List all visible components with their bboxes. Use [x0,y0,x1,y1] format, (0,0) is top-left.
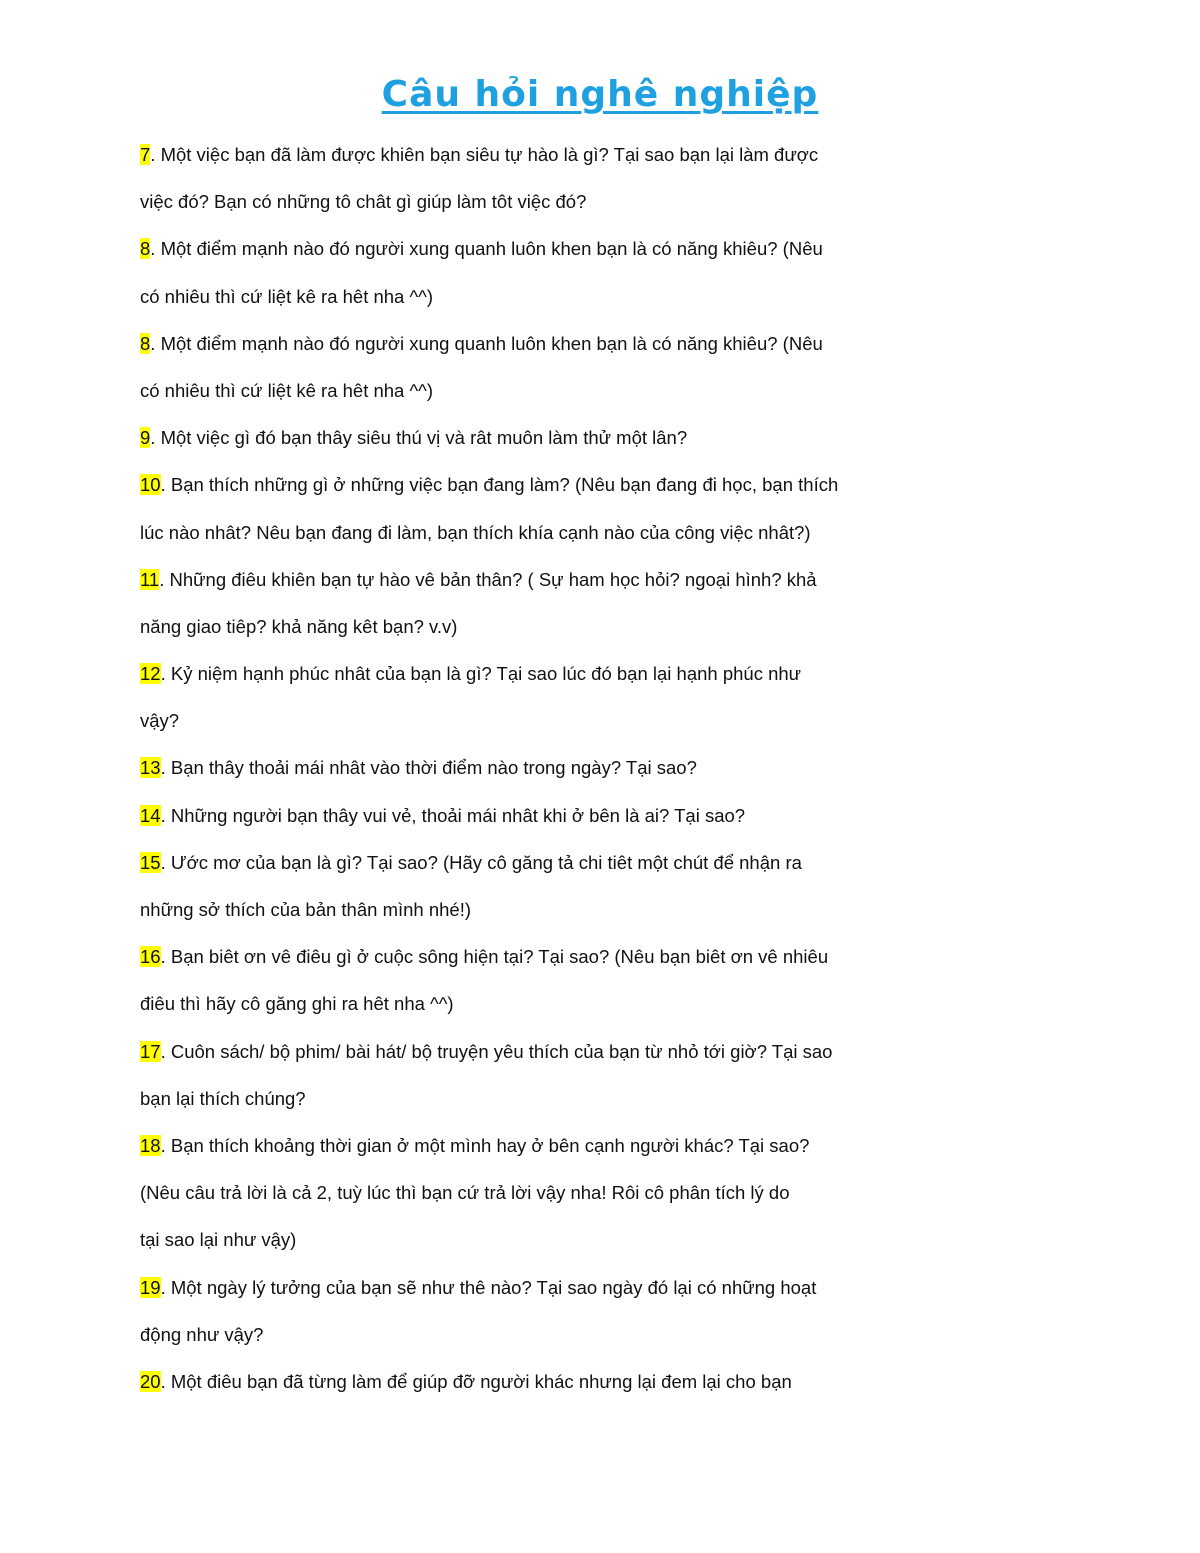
question-continuation-line [140,367,900,414]
question-number-dot: . [160,663,171,685]
question-number-dot: . [160,946,171,968]
question-text: lúc nào nhât? Nêu bạn đang đi làm, bạn thích khía cạnh nào của công việc nhât?) [140,521,811,543]
question-text: có nhiêu thì cứ liệt kê ra hêt nha ^^) [140,379,434,401]
question-number-dot: . [159,568,170,590]
question-line [140,131,900,178]
page-title: Câu hỏi nghê nghiệp [381,74,819,115]
question-continuation-line [140,178,900,225]
question-line [140,839,900,886]
question-text: Ước mơ của bạn là gì? Tại sao? (Hãy cô găng tả chi tiêt một chút để nhận ra [170,851,802,873]
question-continuation-line [140,1216,900,1263]
question-line [140,414,900,461]
question-continuation-line [140,273,900,320]
question-text: vậy? [140,710,180,732]
question-text: Bạn thích khoảng thời gian ở một mình hay ở bên cạnh người khác? Tại sao? [170,1134,810,1156]
question-text: Một điểm mạnh nào đó người xung quanh luôn khen bạn là có năng khiêu? (Nêu [160,332,823,354]
question-number-dot: . [160,1040,171,1062]
question-line [140,650,900,697]
question-line [140,1028,900,1075]
question-number-dot: . [160,474,171,496]
question-continuation-line [140,1075,900,1122]
question-text: Bạn biêt ơn vê điêu gì ở cuộc sông hiện tại? Tại sao? (Nêu bạn biêt ơn vê nhiêu [170,946,829,968]
question-text: Bạn thây thoải mái nhât vào thời điểm nào trong ngày? Tại sao? [170,757,697,779]
question-continuation-line [140,603,900,650]
question-number: 15 [140,851,161,873]
question-number: 8 [140,332,151,354]
question-continuation-line [140,886,900,933]
question-text: Một việc gì đó bạn thây siêu thú vị và rât muôn làm thử một lân? [160,427,688,449]
question-number-dot: . [160,804,171,826]
question-number: 9 [140,427,151,449]
question-line [140,1122,900,1169]
question-text: Bạn thích những gì ở những việc bạn đang làm? (Nêu bạn đang đi học, bạn thích [170,474,839,496]
question-number-dot: . [160,1134,171,1156]
question-continuation-line [140,1169,900,1216]
question-line [140,1358,900,1405]
question-line [140,556,900,603]
question-number: 7 [140,144,151,165]
question-continuation-line [140,980,900,1027]
question-text: Những điêu khiên bạn tự hào vê bản thân? ( Sự ham học hỏi? ngoại hình? khả [169,568,817,590]
question-text: có nhiêu thì cứ liệt kê ra hêt nha ^^) [140,285,434,307]
question-text: động như vậy? [140,1323,264,1345]
question-number: 16 [140,946,161,968]
question-line [140,461,900,508]
question-line [140,744,900,791]
question-text: việc đó? Bạn có những tô chât gì giúp làm tôt việc đó? [140,191,587,213]
question-line [140,225,900,272]
question-text: Một điêu bạn đã từng làm để giúp đỡ người khác nhưng lại đem lại cho bạn [170,1370,792,1392]
question-number: 12 [140,663,161,685]
question-number: 17 [140,1040,161,1062]
question-line [140,933,900,980]
question-number-dot: . [160,1276,171,1298]
question-number-dot: . [160,851,171,873]
question-continuation-line [140,697,900,744]
question-text: những sở thích của bản thân mình nhé!) [140,899,472,920]
question-line [140,1264,900,1311]
question-text: Cuôn sách/ bộ phim/ bài hát/ bộ truyện yêu thích của bạn từ nhỏ tới giờ? Tại sao [170,1040,833,1062]
question-continuation-line [140,509,900,556]
question-number-dot: . [150,427,161,449]
question-text: Một việc bạn đã làm được khiên bạn siêu tự hào là gì? Tại sao bạn lại làm được [160,144,819,165]
question-text: điêu thì hãy cô găng ghi ra hêt nha ^^) [140,993,454,1015]
question-line [140,792,900,839]
question-number-dot: . [150,332,161,354]
question-text: năng giao tiêp? khả năng kêt bạn? v.v) [140,615,458,637]
question-number: 18 [140,1134,161,1156]
question-number: 20 [140,1370,161,1392]
question-number: 13 [140,757,161,779]
question-number-dot: . [160,757,171,779]
question-number-dot: . [160,1370,171,1392]
question-number: 19 [140,1276,161,1298]
question-list [140,131,900,1405]
question-text: tại sao lại như vậy) [140,1229,297,1251]
question-text: bạn lại thích chúng? [140,1087,306,1109]
question-text: Một điểm mạnh nào đó người xung quanh luôn khen bạn là có năng khiêu? (Nêu [160,238,823,260]
question-continuation-line [140,1311,900,1358]
question-number: 8 [140,238,151,260]
question-number: 10 [140,474,161,496]
question-text: Những người bạn thây vui vẻ, thoải mái nhât khi ở bên là ai? Tại sao? [170,804,746,826]
question-text: Kỷ niệm hạnh phúc nhât của bạn là gì? Tại sao lúc đó bạn lại hạnh phúc như [170,663,802,685]
question-text: (Nêu câu trả lời là cả 2, tuỳ lúc thì bạn cứ trả lời vậy nha! Rôi cô phân tích lý do [140,1182,790,1204]
question-line [140,320,900,367]
question-number: 11 [140,568,160,590]
question-number: 14 [140,804,161,826]
question-number-dot: . [150,144,161,165]
question-text: Một ngày lý tưởng của bạn sẽ như thê nào? Tại sao ngày đó lại có những hoạt [170,1276,817,1298]
question-number-dot: . [150,238,161,260]
